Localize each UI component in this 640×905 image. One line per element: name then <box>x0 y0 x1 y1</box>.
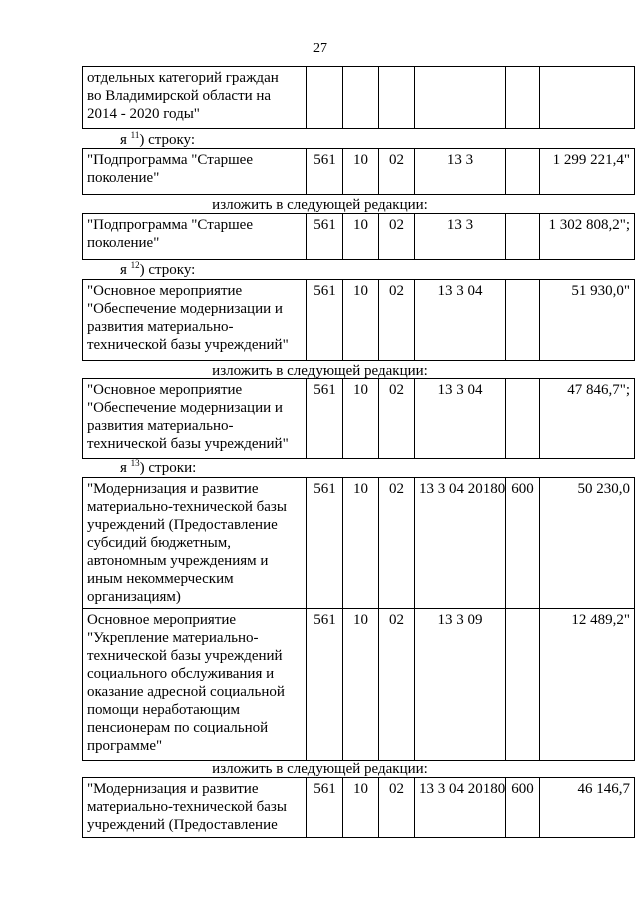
amendment-item-line <box>120 459 196 477</box>
cell-name <box>83 609 307 761</box>
cell-name <box>83 379 307 459</box>
table-row <box>83 379 635 459</box>
cell-expense-type <box>506 67 540 129</box>
cell-section-code <box>343 67 379 129</box>
amendment-item-line <box>120 261 195 279</box>
row-name: отдельных категорий граждан во Владимирской области на 2014 - 2020 годы" <box>87 70 279 122</box>
item-prefix: я <box>120 262 127 278</box>
cell-subsection-code: 02 <box>379 280 415 361</box>
cell-section-code: 10 <box>343 280 379 361</box>
cell-target-article: 13 3 09 <box>415 609 506 761</box>
budget-table <box>82 148 635 195</box>
cell-subsection-code <box>379 67 415 129</box>
budget-table <box>82 66 635 129</box>
cell-expense-type: 600 <box>506 478 540 609</box>
cell-subsection-code: 02 <box>379 778 415 838</box>
row-name: "Основное мероприятие "Обеспечение модернизации и развития материально- технической базы учреждений" <box>87 382 289 452</box>
footnote-number: 12 <box>130 260 140 270</box>
budget-table <box>82 279 635 361</box>
cell-expense-type <box>506 379 540 459</box>
cell-section-code: 10 <box>343 214 379 260</box>
cell-target-article: 13 3 04 20180 <box>415 778 506 838</box>
item-suffix: ) строку: <box>139 132 196 148</box>
item-prefix: я <box>120 460 127 476</box>
cell-subsection-code: 02 <box>379 609 415 761</box>
cell-expense-type <box>506 149 540 195</box>
table-row <box>83 67 635 129</box>
cell-target-article: 13 3 04 <box>415 280 506 361</box>
cell-section-code: 10 <box>343 609 379 761</box>
footnote-number: 11 <box>130 130 140 140</box>
cell-amount: 12 489,2" <box>540 609 635 761</box>
row-name: "Подпрограмма "Старшее поколение" <box>87 152 253 186</box>
budget-table <box>82 777 635 838</box>
row-name: "Подпрограмма "Старшее поколение" <box>87 217 253 251</box>
cell-expense-type <box>506 609 540 761</box>
row-name: "Модернизация и развитие материально-технической базы учреждений (Предоставление субсидий бюджетным, автономным учреждениям и иным некоммерческим организациям) <box>87 481 287 605</box>
cell-target-article <box>415 67 506 129</box>
cell-target-article: 13 3 <box>415 149 506 195</box>
budget-table <box>82 213 635 260</box>
cell-ministry-code: 561 <box>307 609 343 761</box>
item-suffix: ) строки: <box>139 460 197 476</box>
cell-ministry-code: 561 <box>307 778 343 838</box>
cell-section-code: 10 <box>343 149 379 195</box>
cell-name <box>83 478 307 609</box>
cell-section-code: 10 <box>343 478 379 609</box>
cell-ministry-code: 561 <box>307 379 343 459</box>
edit-instruction: изложить в следующей редакции: <box>212 363 428 379</box>
table-row <box>83 478 635 609</box>
page-number: 27 <box>313 41 327 56</box>
cell-subsection-code: 02 <box>379 379 415 459</box>
row-name: Основное мероприятие "Укрепление материально- технической базы учреждений социального обслуживания и оказание адресной социальной помощи неработающим пенсионерам по социальной программе" <box>87 612 285 754</box>
cell-target-article: 13 3 04 <box>415 379 506 459</box>
cell-name <box>83 67 307 129</box>
cell-amount <box>540 67 635 129</box>
cell-amount: 47 846,7"; <box>540 379 635 459</box>
cell-amount: 46 146,7 <box>540 778 635 838</box>
cell-ministry-code: 561 <box>307 149 343 195</box>
cell-amount: 1 299 221,4" <box>540 149 635 195</box>
cell-amount: 50 230,0 <box>540 478 635 609</box>
table-row <box>83 778 635 838</box>
table-row <box>83 149 635 195</box>
cell-amount: 51 930,0" <box>540 280 635 361</box>
cell-expense-type <box>506 280 540 361</box>
edit-instruction: изложить в следующей редакции: <box>212 761 428 777</box>
cell-ministry-code: 561 <box>307 214 343 260</box>
cell-name <box>83 280 307 361</box>
cell-expense-type: 600 <box>506 778 540 838</box>
row-name: "Основное мероприятие "Обеспечение модернизации и развития материально- технической базы учреждений" <box>87 283 289 353</box>
cell-name <box>83 214 307 260</box>
footnote-number: 13 <box>130 458 140 468</box>
table-row <box>83 214 635 260</box>
cell-subsection-code: 02 <box>379 149 415 195</box>
cell-amount: 1 302 808,2"; <box>540 214 635 260</box>
table-row <box>83 280 635 361</box>
cell-section-code: 10 <box>343 778 379 838</box>
cell-ministry-code: 561 <box>307 478 343 609</box>
edit-instruction: изложить в следующей редакции: <box>212 197 428 213</box>
amendment-item-line <box>120 131 195 149</box>
row-name: "Модернизация и развитие материально-технической базы учреждений (Предоставление <box>87 781 287 833</box>
table-row <box>83 609 635 761</box>
cell-target-article: 13 3 <box>415 214 506 260</box>
cell-section-code: 10 <box>343 379 379 459</box>
cell-subsection-code: 02 <box>379 478 415 609</box>
cell-ministry-code <box>307 67 343 129</box>
item-suffix: ) строку: <box>139 262 196 278</box>
item-prefix: я <box>120 132 127 148</box>
cell-name <box>83 149 307 195</box>
cell-name <box>83 778 307 838</box>
budget-table <box>82 378 635 459</box>
cell-subsection-code: 02 <box>379 214 415 260</box>
cell-ministry-code: 561 <box>307 280 343 361</box>
budget-table <box>82 477 635 761</box>
cell-expense-type <box>506 214 540 260</box>
cell-target-article: 13 3 04 20180 <box>415 478 506 609</box>
